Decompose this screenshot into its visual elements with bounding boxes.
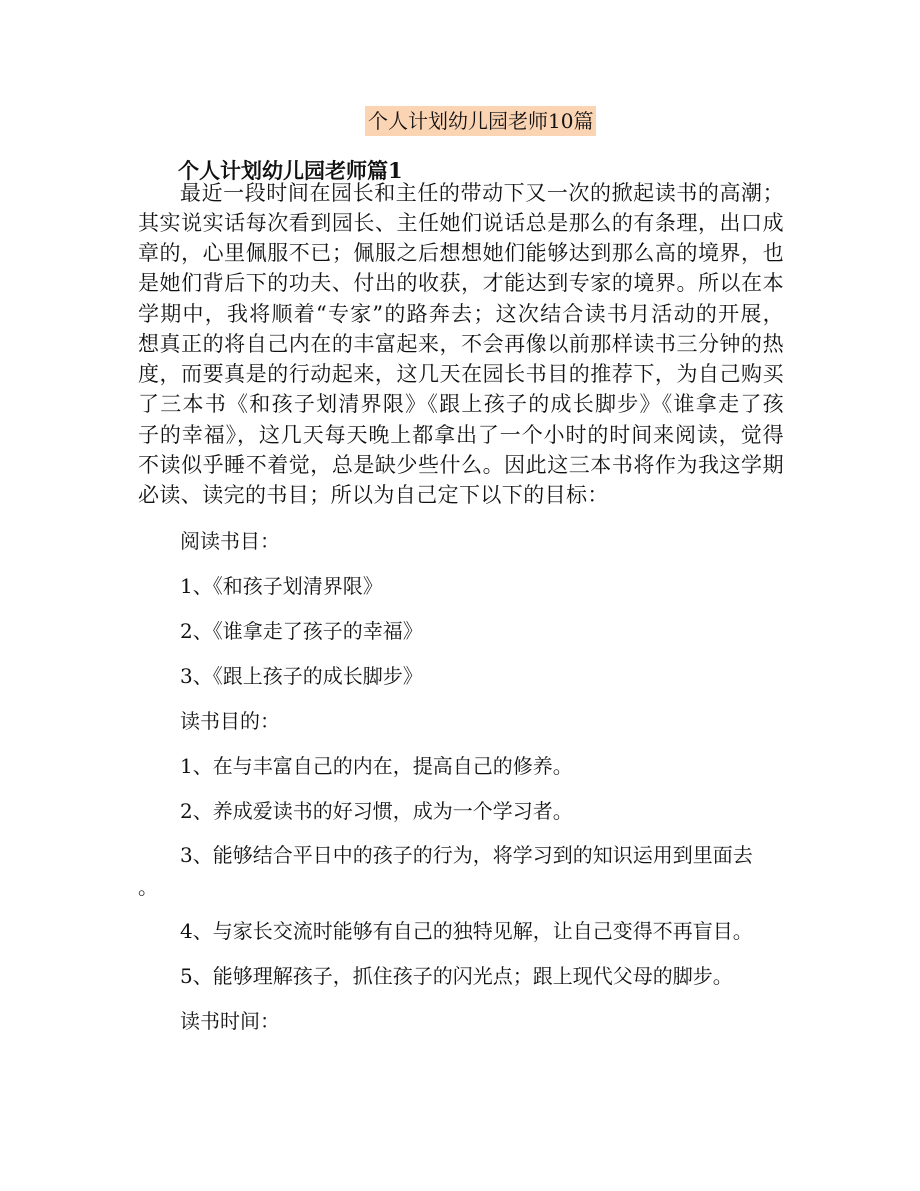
purpose-label: 读书目的：: [180, 709, 280, 733]
purpose-item: 2、养成爱读书的好习惯，成为一个学习者。: [180, 799, 573, 823]
reading-list-item: 1、《和孩子划清界限》: [180, 574, 383, 598]
reading-list-item: 2、《谁拿走了孩子的幸福》: [180, 619, 423, 643]
paragraph-line: 最近一段时间在园长和主任的带动下又一次的掀起读书的高潮；: [180, 181, 784, 205]
reading-list-item: 3、《跟上孩子的成长脚步》: [180, 664, 423, 688]
purpose-item-continuation: 。: [138, 875, 158, 899]
paragraph-line: 子的幸福》，这几天每天晚上都拿出了一个小时的时间来阅读，觉得: [138, 423, 784, 447]
document-title: 个人计划幼儿园老师10篇: [365, 106, 596, 136]
reading-time-label: 读书时间：: [180, 1009, 280, 1033]
paragraph-line: 其实说实话每次看到园长、主任她们说话总是那么的有条理，出口成: [138, 211, 784, 235]
purpose-item: 1、在与丰富自己的内在，提高自己的修养。: [180, 754, 573, 778]
paragraph-line: 不读似乎睡不着觉，总是缺少些什么。因此这三本书将作为我这学期: [138, 453, 784, 477]
paragraph-line: 了三本书《和孩子划清界限》《跟上孩子的成长脚步》《谁拿走了孩: [138, 392, 784, 416]
section-heading: 个人计划幼儿园老师篇1: [178, 158, 403, 183]
reading-list-label: 阅读书目：: [180, 529, 280, 553]
paragraph-line: 是她们背后下的功夫、付出的收获，才能达到专家的境界。所以在本: [138, 271, 784, 295]
paragraph-line: 度，而要真是的行动起来，这几天在园长书目的推荐下，为自己购买: [138, 362, 784, 386]
paragraph-line: 学期中，我将顺着“专家”的路奔去；这次结合读书月活动的开展，: [138, 302, 784, 326]
paragraph-line: 必读、读完的书目；所以为自己定下以下的目标：: [138, 483, 609, 507]
paragraph-line: 章的，心里佩服不已；佩服之后想想她们能够达到那么高的境界，也: [138, 241, 784, 265]
purpose-item: 3、能够结合平日中的孩子的行为，将学习到的知识运用到里面去: [180, 843, 753, 867]
purpose-item: 4、与家长交流时能够有自己的独特见解，让自己变得不再盲目。: [180, 919, 753, 943]
paragraph-line: 想真正的将自己内在的丰富起来，不会再像以前那样读书三分钟的热: [138, 332, 784, 356]
purpose-item: 5、能够理解孩子，抓住孩子的闪光点；跟上现代父母的脚步。: [180, 964, 733, 988]
